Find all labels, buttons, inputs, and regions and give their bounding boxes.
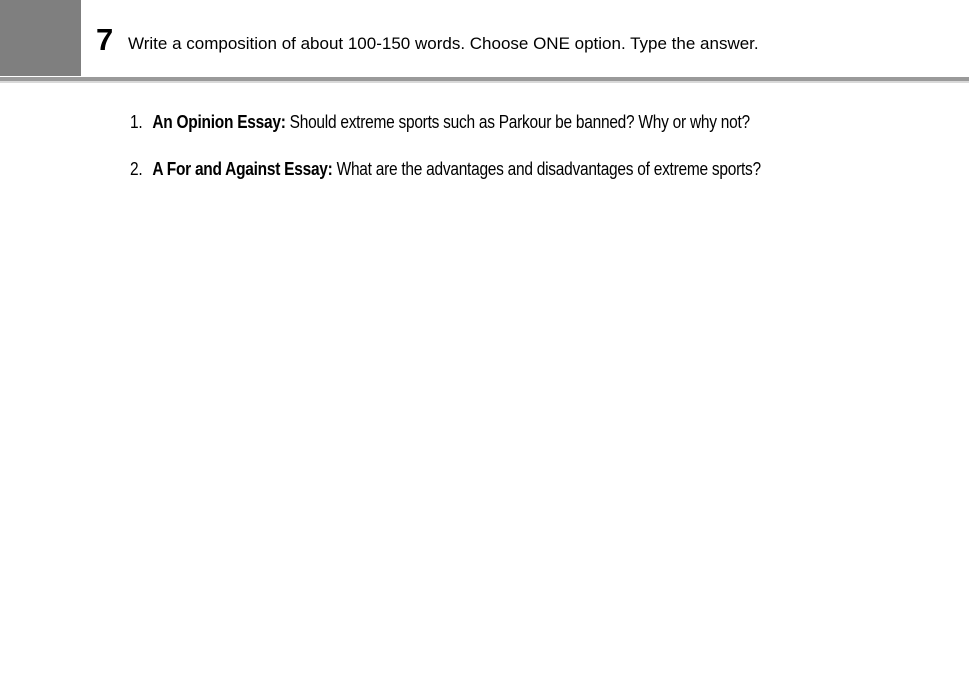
option-item-1 [130,108,761,136]
option-number: 1. [130,112,143,132]
option-text: Should extreme sports such as Parkour be banned? Why or why not? [285,112,750,132]
question-number: 7 [96,22,114,57]
option-number: 2. [130,159,143,179]
question-instruction: Write a composition of about 100-150 words. Choose ONE option. Type the answer. [128,34,759,53]
question-header [0,0,969,78]
option-text: What are the advantages and disadvantages of extreme sports? [332,159,761,179]
option-item-2 [130,155,761,183]
option-list [130,108,864,202]
option-label: A For and Against Essay: [152,159,333,179]
option-label: An Opinion Essay: [152,112,286,132]
header-divider-shadow [0,81,969,83]
header-gray-block [0,0,81,76]
